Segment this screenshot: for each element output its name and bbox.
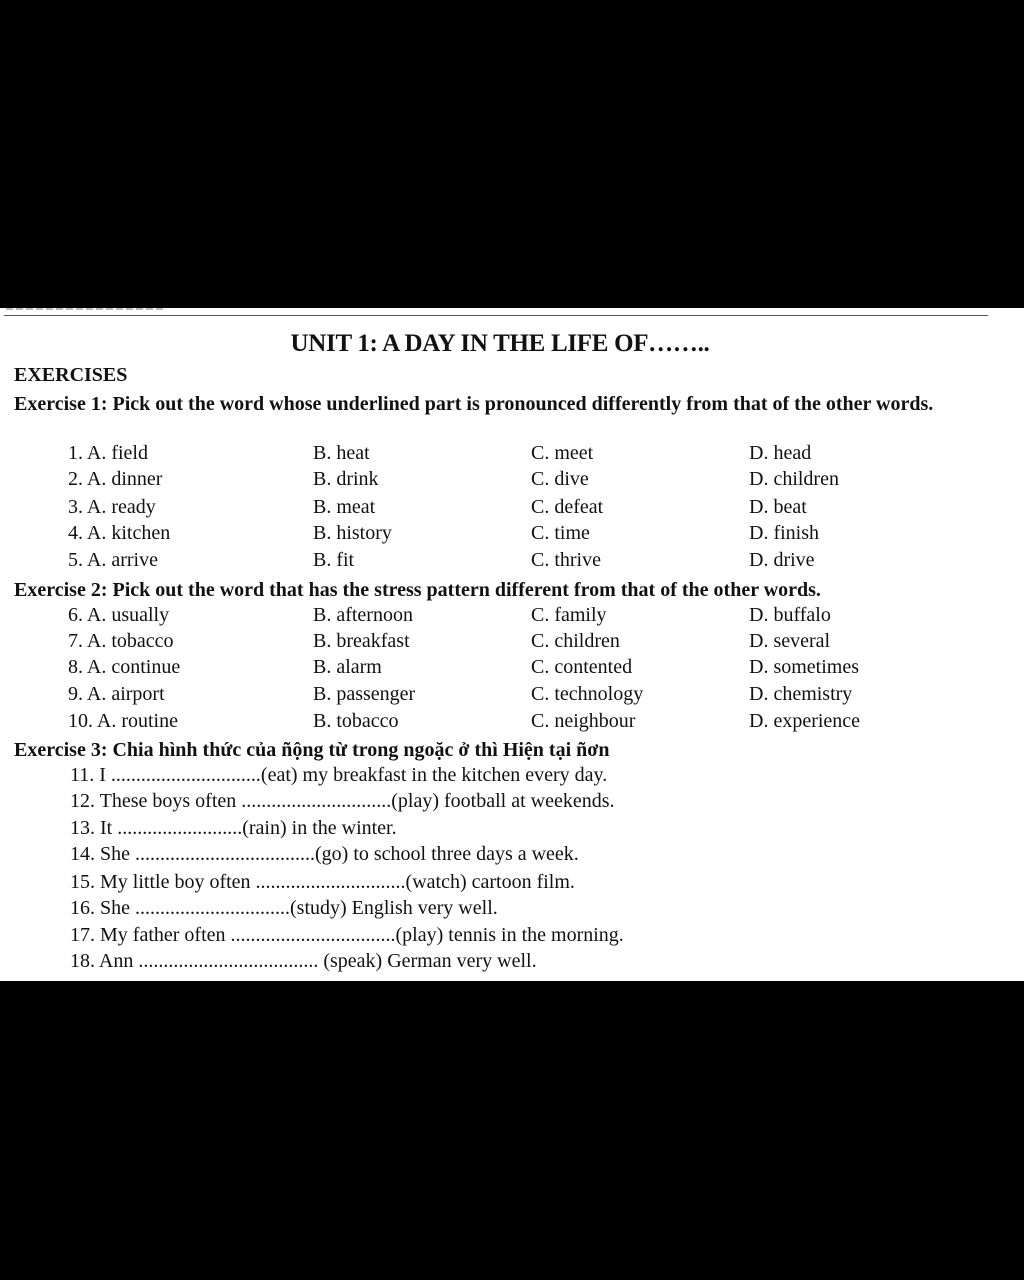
option-b: B. breakfast	[313, 630, 410, 652]
fill-in-sentence: 11. I ..............................(eat) my breakfast in the kitchen every day.	[70, 764, 608, 786]
option-b: B. alarm	[313, 656, 382, 678]
question-row	[0, 468, 1024, 494]
fill-in-sentence: 18. Ann .................................... (speak) German very well.	[70, 950, 537, 972]
option-a: 5. A. arrive	[68, 549, 158, 571]
exercise-1-instruction: Exercise 1: Pick out the word whose underlined part is pronounced differently from that of the other words.	[14, 393, 934, 415]
option-b: B. afternoon	[313, 604, 413, 626]
option-d: D. drive	[749, 549, 815, 571]
fill-in-sentence: 16. She ...............................(study) English very well.	[70, 897, 498, 919]
option-d: D. experience	[749, 710, 861, 732]
option-b: B. passenger	[313, 683, 416, 705]
option-d: D. head	[749, 442, 812, 464]
cropped-header-remnant	[6, 308, 166, 310]
option-a: 10. A. routine	[68, 710, 178, 732]
option-b: B. drink	[313, 468, 379, 490]
question-row	[0, 496, 1024, 522]
option-d: D. sometimes	[749, 656, 859, 678]
page-title: UNIT 1: A DAY IN THE LIFE OF……..	[290, 330, 710, 357]
option-d: D. finish	[749, 522, 819, 544]
question-row	[0, 710, 1024, 736]
question-row	[0, 442, 1024, 468]
question-row	[0, 549, 1024, 575]
option-d: D. chemistry	[749, 683, 853, 705]
option-c: C. thrive	[531, 549, 601, 571]
option-c: C. defeat	[531, 496, 604, 518]
option-c: C. contented	[531, 656, 633, 678]
option-b: B. tobacco	[313, 710, 399, 732]
option-b: B. meat	[313, 496, 376, 518]
fill-in-sentence: 14. She ....................................(go) to school three days a week.	[70, 843, 579, 865]
option-a: 4. A. kitchen	[68, 522, 171, 544]
option-c: C. family	[531, 604, 607, 626]
exercise-3-instruction: Exercise 3: Chia hình thức của ñộng từ trong ngoặc ở thì Hiện tại ñơn	[14, 739, 610, 761]
option-a: 3. A. ready	[68, 496, 156, 518]
option-d: D. several	[749, 630, 831, 652]
option-c: C. dive	[531, 468, 589, 490]
option-a: 9. A. airport	[68, 683, 165, 705]
fill-in-sentence: 17. My father often .................................(play) tennis in the morning.	[70, 924, 624, 946]
option-b: B. fit	[313, 549, 355, 571]
fill-in-sentence: 12. These boys often ..............................(play) football at weekends.	[70, 790, 615, 812]
fill-in-sentence: 15. My little boy often ..............................(watch) cartoon film.	[70, 871, 575, 893]
question-row	[0, 522, 1024, 548]
option-a: 8. A. continue	[68, 656, 181, 678]
option-a: 6. A. usually	[68, 604, 170, 626]
worksheet-page	[0, 308, 1024, 981]
option-b: B. heat	[313, 442, 370, 464]
option-d: D. buffalo	[749, 604, 831, 626]
option-a: 7. A. tobacco	[68, 630, 174, 652]
exercise-2-instruction: Exercise 2: Pick out the word that has the stress pattern different from that of the other words.	[14, 579, 821, 601]
option-c: C. meet	[531, 442, 594, 464]
question-row	[0, 656, 1024, 682]
option-c: C. children	[531, 630, 620, 652]
option-d: D. children	[749, 468, 839, 490]
option-a: 2. A. dinner	[68, 468, 163, 490]
section-label: EXERCISES	[14, 364, 128, 386]
option-c: C. time	[531, 522, 590, 544]
option-c: C. neighbour	[531, 710, 636, 732]
fill-in-sentence: 13. It .........................(rain) in the winter.	[70, 817, 397, 839]
option-d: D. beat	[749, 496, 807, 518]
option-c: C. technology	[531, 683, 644, 705]
question-row	[0, 630, 1024, 656]
option-b: B. history	[313, 522, 392, 544]
option-a: 1. A. field	[68, 442, 148, 464]
header-divider	[4, 315, 988, 316]
question-row	[0, 683, 1024, 709]
question-row	[0, 604, 1024, 630]
